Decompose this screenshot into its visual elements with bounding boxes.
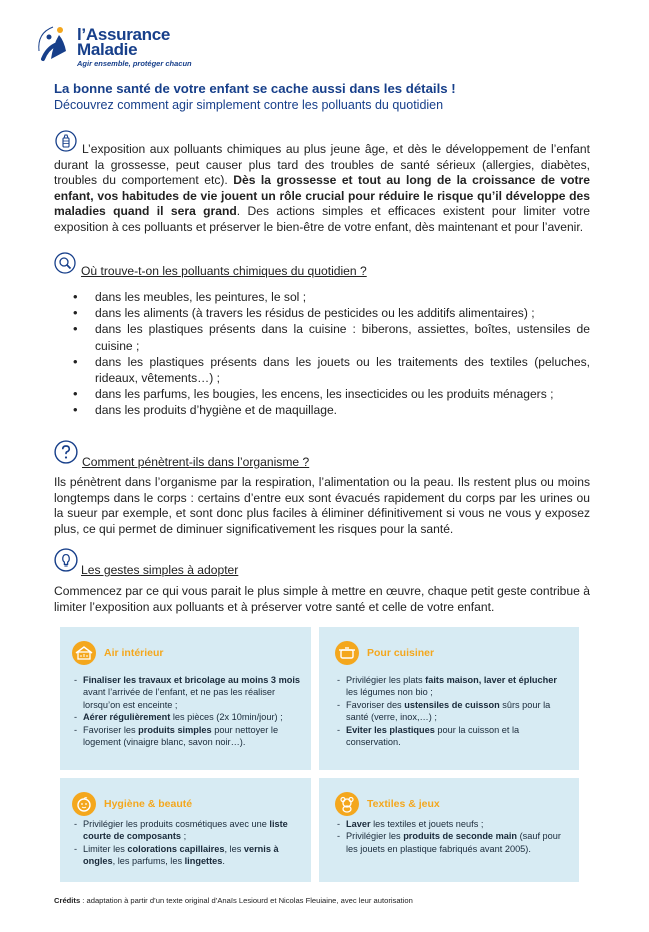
card-air-item-3: - Favoriser les produits simples pour nettoyer le logement (vinaigre blanc, savon noir…). [74,724,304,749]
gestures-paragraph: Commencez par ce qui vous parait le plus simple à mettre en œuvre, chaque petit geste contribue à limiter l’exposition aux polluants et à préserver votre santé et celle de votre enfant. [54,584,590,614]
where-list [54,289,590,419]
baby-face-icon [72,792,96,816]
card-air-interieur [60,627,311,770]
where-list-item: • dans les meubles, les peintures, le sol ; [54,289,590,305]
card-textiles-item-1: - Laver les textiles et jouets neufs ; [337,818,569,830]
card-kitchen-item-1: - Privilégier les plats faits maison, laver et éplucher les légumes non bio ; [337,674,567,699]
credits-label: Crédits [54,896,81,905]
intro-paragraph [54,142,590,236]
card-air-item-1: - Finaliser les travaux et bricolage au moins 3 mois avant l’arrivée de l’enfant, et ne pas les réaliser lorsqu’on est enceinte ; [74,674,304,711]
teddy-bear-icon [335,792,359,816]
where-list-item: • dans les aliments (à travers les résidus de pesticides ou les additifs alimentaires) ; [54,305,590,321]
card-air-label: Air intérieur [104,647,164,659]
card-hygiene-item-2: - Limiter les colorations capillaires, les vernis à ongles, les parfums, les lingettes. [74,843,304,868]
card-kitchen-item-2: - Favoriser des ustensiles de cuisson sûrs pour la santé (verre, inox,…) ; [337,699,567,724]
page-title: La bonne santé de votre enfant se cache aussi dans les détails ! [54,81,456,96]
card-kitchen-list [337,674,567,748]
card-air-list [74,674,304,748]
intro-text-2: . Des actions simples et efficaces existent pour limiter votre exposition à ces polluants et préserver le bien-être de votre enfant, dès maintenant et pour l’avenir. [54,204,590,234]
gestures-heading: Les gestes simples à adopter [81,563,239,577]
page-subtitle: Découvrez comment agir simplement contre les polluants du quotidien [54,98,444,112]
house-icon [72,641,96,665]
credits-line [54,896,413,905]
where-list-item: • dans les plastiques présents dans la cuisine : biberons, assiettes, boîtes, ustensiles de cuisine ; [54,321,590,353]
logo-line1: l’Assurance [77,25,171,44]
card-textiles-header [335,792,440,816]
question-mark-icon [54,440,78,464]
lightbulb-icon [54,548,78,572]
where-list-item: • dans les produits d’hygiène et de maquillage. [54,402,590,418]
card-textiles-jeux [319,778,579,882]
how-paragraph: Ils pénètrent dans l’organisme par la respiration, l’alimentation ou la peau. Ils restent plus ou moins longtemps dans le corps : certains d’entre eux sont évacués rapidement du corps par les urines ou la sueur par exemple, et sont donc plus faciles à éliminer définitivement si vous ne vous y exposez plus, ce qui permet de diminuer significativement les risques pour la santé. [54,475,590,536]
card-hygiene-list [74,818,304,868]
credits-text: : adaptation à partir d’un texte original d’Anaïs Lesiourd et Nicolas Fleuiaine, avec leur autorisation [80,896,413,905]
where-list-item: • dans les plastiques présents dans les jouets ou les traitements des textiles (peluches, rideaux, vêtements…) ; [54,354,590,386]
card-textiles-list [337,818,569,855]
card-hygiene-beaute [60,778,311,882]
intro-text-1: L’exposition aux polluants chimiques au plus jeune âge, et dès le développement de l’enfant durant la grossesse, peut causer plus tard des troubles de santé sérieux (allergies, diabètes, troubles du comportement etc). [54,142,590,188]
where-list-item: • dans les parfums, les bougies, les encens, les insecticides ou les produits ménagers ; [54,386,590,402]
logo-tagline: Agir ensemble, protéger chacun [77,59,192,68]
card-kitchen-label: Pour cuisiner [367,647,435,659]
cooking-pot-icon [335,641,359,665]
magnifier-icon [54,252,76,274]
assurance-maladie-logo-icon [33,21,75,63]
card-kitchen-item-3: - Eviter les plastiques pour la cuisson et la conservation. [337,724,567,749]
card-air-header [72,641,164,665]
logo-brand-name [77,27,170,57]
card-pour-cuisiner [319,627,579,770]
card-hygiene-item-1: - Privilégier les produits cosmétiques avec une liste courte de composants ; [74,818,304,843]
card-kitchen-header [335,641,434,665]
logo-line2: Maladie [77,40,138,59]
how-heading: Comment pénètrent-ils dans l’organisme ? [82,455,310,469]
card-textiles-label: Textiles & jeux [367,798,440,810]
card-textiles-item-2: - Privilégier les produits de seconde main (sauf pour les jouets en plastique fabriqués avant 2005). [337,830,569,855]
card-hygiene-label: Hygiène & beauté [104,798,193,810]
card-air-item-2: - Aérer régulièrement les pièces (2x 10min/jour) ; [74,711,304,723]
where-heading: Où trouve-t-on les polluants chimiques du quotidien ? [81,264,367,278]
card-hygiene-header [72,792,192,816]
intro-text-bold: Dès la grossesse et tout au long de la croissance de votre enfant, vos habitudes de vie jouent un rôle crucial pour réduire le risque qu’il développe des maladies quand il sera grand [54,173,590,219]
